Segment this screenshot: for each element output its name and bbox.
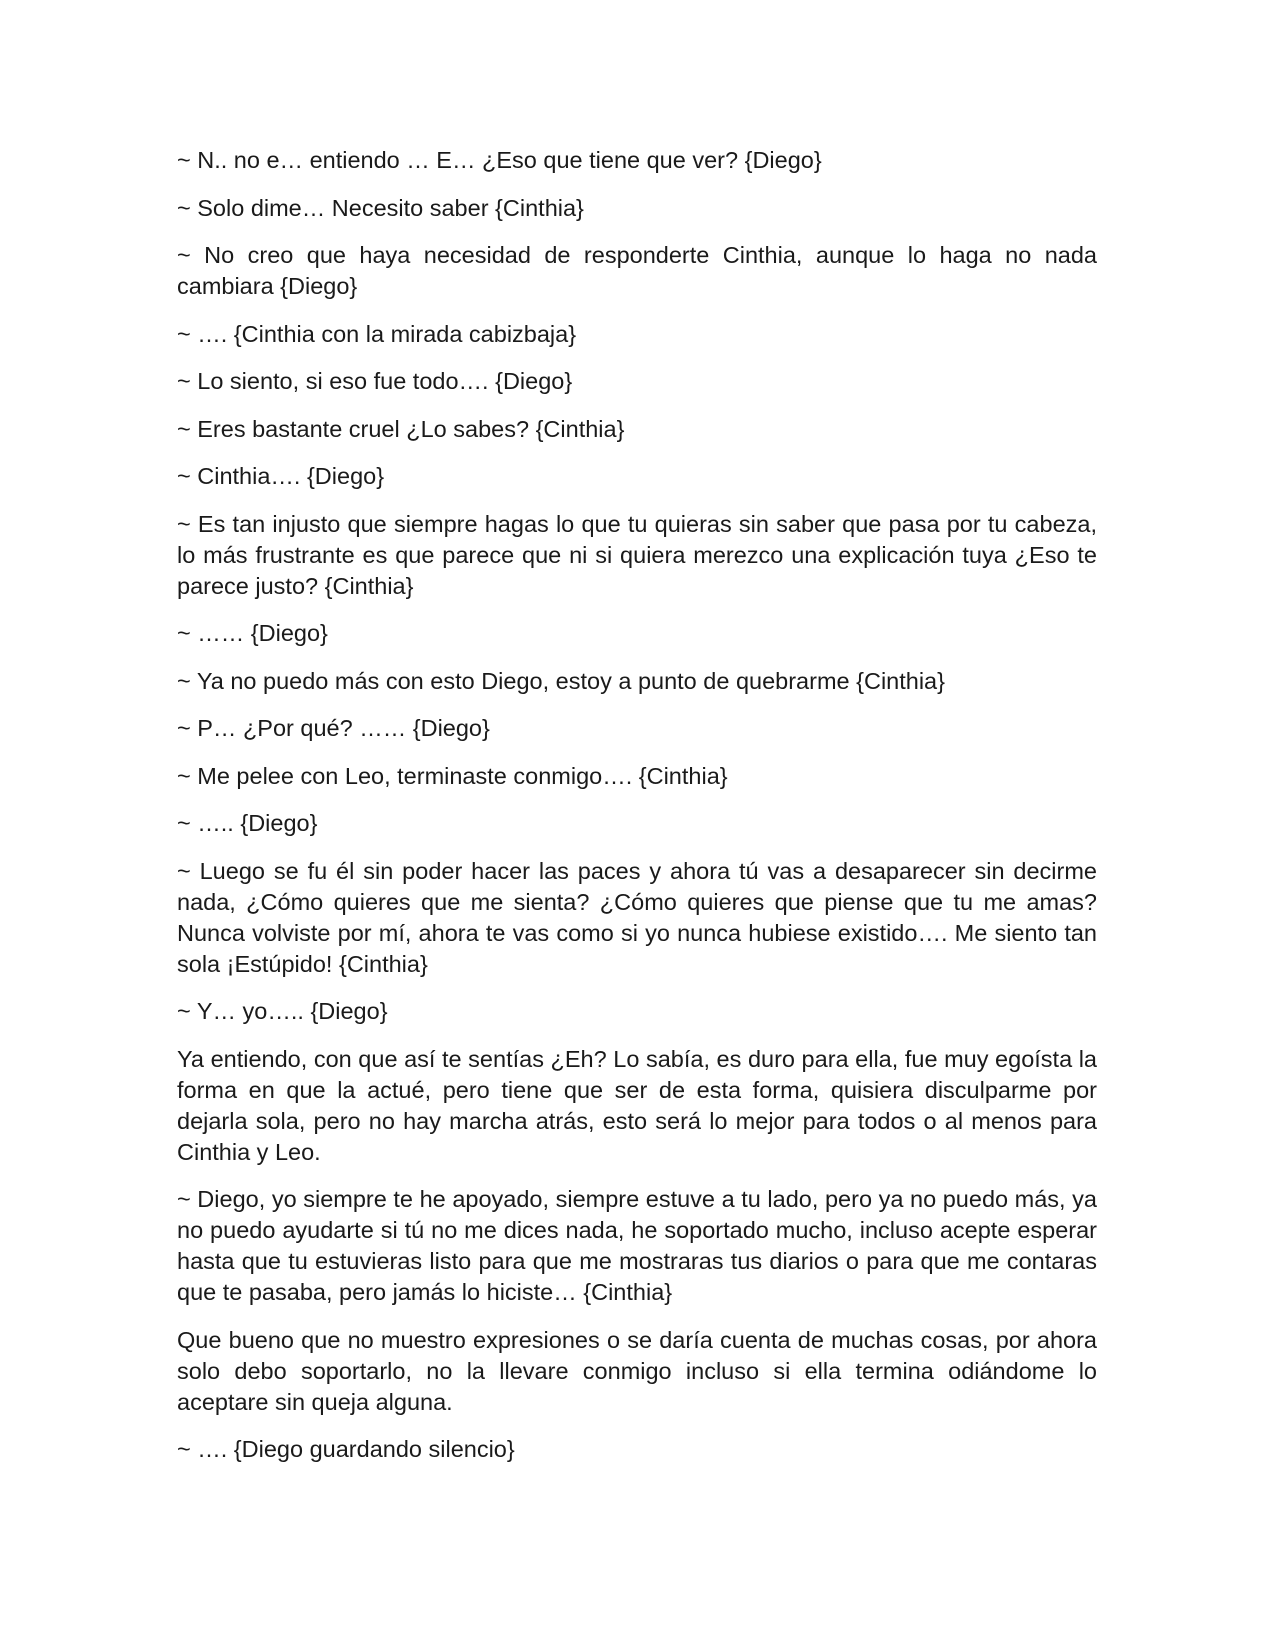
- dialogue-line: ~ Solo dime… Necesito saber {Cinthia}: [177, 194, 584, 221]
- document-body: [177, 145, 1097, 1482]
- dialogue-line: ~ …… {Diego}: [177, 620, 328, 646]
- dialogue-line: ~ Cinthia…. {Diego}: [177, 463, 385, 489]
- narration-paragraph: Que bueno que no muestro expresiones o se daría cuenta de muchas cosas, por ahora solo debo soportarlo, no la llevare conmigo incluso si ella termina odiándome lo aceptare sin queja alguna.: [177, 1326, 1097, 1415]
- dialogue-line: ~ No creo que haya necesidad de responderte Cinthia, aunque lo haga no nada cambiara {Diego}: [177, 242, 1097, 299]
- dialogue-line: ~ Es tan injusto que siempre hagas lo que tu quieras sin saber que pasa por tu cabeza, lo más frustrante es que parece que ni si quiera merezco una explicación tuya ¿Eso te parece justo? {Cinthia}: [177, 510, 1097, 599]
- dialogue-line: ~ ….. {Diego}: [177, 810, 318, 836]
- dialogue-line: ~ …. {Cinthia con la mirada cabizbaja}: [177, 320, 577, 347]
- dialogue-line: ~ Y… yo….. {Diego}: [177, 998, 388, 1024]
- dialogue-line: ~ Lo siento, si eso fue todo…. {Diego}: [177, 368, 573, 394]
- dialogue-line: ~ Diego, yo siempre te he apoyado, siempre estuve a tu lado, pero ya no puedo más, ya no puedo ayudarte si tú no me dices nada, he soportado mucho, incluso acepte esperar hasta que tu estuvieras listo para que me mostraras tus diarios o para que me contaras que te pasaba, pero jamás lo hiciste… {Cinthia}: [177, 1186, 1097, 1305]
- dialogue-line: ~ Me pelee con Leo, terminaste conmigo…. {Cinthia}: [177, 762, 728, 789]
- narration-paragraph: Ya entiendo, con que así te sentías ¿Eh? Lo sabía, es duro para ella, fue muy egoísta la forma en que la actué, pero tiene que ser de esta forma, quisiera disculparme por dejarla sola, pero no hay marcha atrás, esto será lo mejor para todos o al menos para Cinthia y Leo.: [177, 1045, 1097, 1165]
- dialogue-line: ~ Ya no puedo más con esto Diego, estoy a punto de quebrarme {Cinthia}: [177, 667, 945, 694]
- dialogue-line: ~ Eres bastante cruel ¿Lo sabes? {Cinthia}: [177, 415, 625, 442]
- dialogue-line: ~ …. {Diego guardando silencio}: [177, 1436, 515, 1462]
- dialogue-line: ~ Luego se fu él sin poder hacer las paces y ahora tú vas a desaparecer sin decirme nada, ¿Cómo quieres que me sienta? ¿Cómo quieres que piense que tu me amas? Nunca volviste por mí, ahora te vas como si yo nunca hubiese existido…. Me siento tan sola ¡Estúpido! {Cinthia}: [177, 857, 1097, 977]
- dialogue-line: ~ P… ¿Por qué? …… {Diego}: [177, 715, 490, 741]
- dialogue-line: ~ N.. no e… entiendo … E… ¿Eso que tiene que ver? {Diego}: [177, 147, 822, 173]
